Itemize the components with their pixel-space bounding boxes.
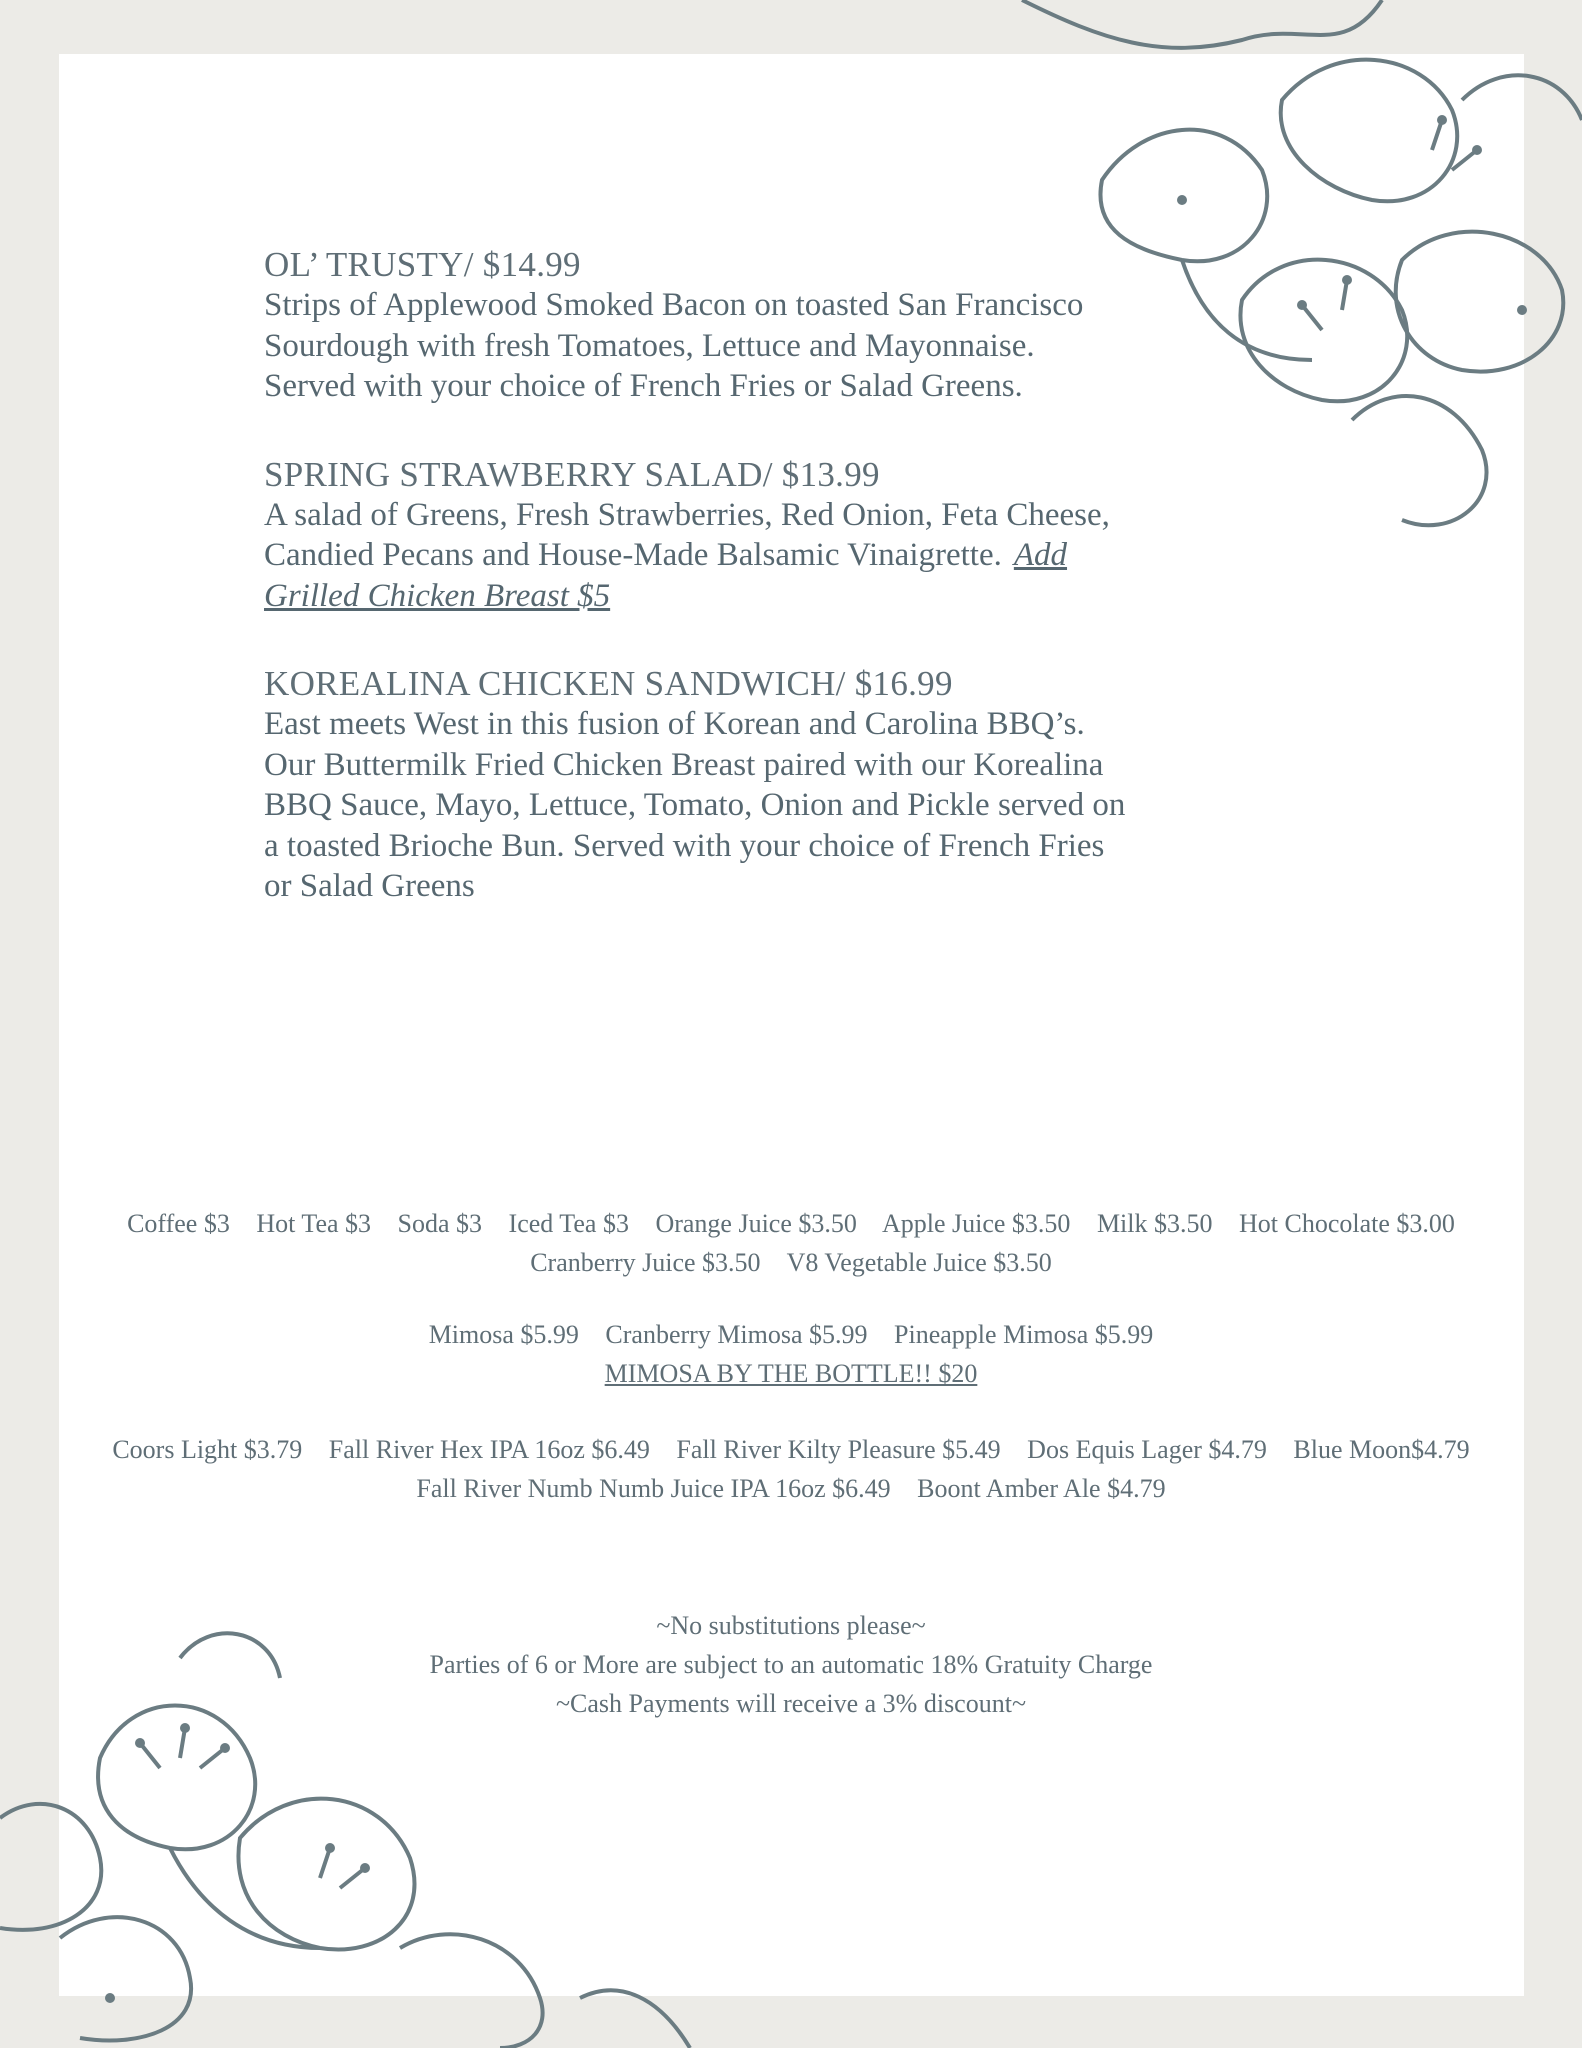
menu-items [264, 245, 1134, 955]
menu-item [264, 455, 1134, 617]
drink-item: Pineapple Mimosa $5.99 [894, 1320, 1154, 1349]
item-title: KOREALINA CHICKEN SANDWICH/ $16.99 [264, 664, 953, 703]
policy-notes [0, 1606, 1582, 1723]
drink-item: Blue Moon$4.79 [1293, 1435, 1470, 1464]
drink-item: Soda $3 [397, 1209, 483, 1238]
drink-item: Fall River Hex IPA 16oz $6.49 [328, 1435, 650, 1464]
drink-item: Mimosa $5.99 [428, 1320, 579, 1349]
drink-item: Coors Light $3.79 [112, 1435, 303, 1464]
item-title: OL’ TRUSTY/ $14.99 [264, 245, 581, 284]
menu-item [264, 245, 1134, 407]
drink-item: Coffee $3 [127, 1209, 230, 1238]
drink-item: Apple Juice $3.50 [881, 1209, 1071, 1238]
drink-item: Dos Equis Lager $4.79 [1027, 1435, 1267, 1464]
drinks-line [0, 1354, 1582, 1393]
drinks-line [0, 1430, 1582, 1469]
drink-item: Hot Tea $3 [256, 1209, 372, 1238]
nonalcoholic-drinks [0, 1204, 1582, 1282]
drink-item: Iced Tea $3 [508, 1209, 629, 1238]
beer-drinks [0, 1430, 1582, 1508]
note-line: Parties of 6 or More are subject to an automatic 18% Gratuity Charge [429, 1650, 1153, 1679]
item-description: East meets West in this fusion of Korean and Carolina BBQ’s. Our Buttermilk Fried Chicken Breast paired with our Korealina BBQ Sauce, Mayo, Lettuce, Tomato, Onion and Pickle served on a toasted Brioche Bun. Served with your choice of French Fries or Salad Greens [264, 706, 1126, 904]
item-description-text: A salad of Greens, Fresh Strawberries, Red Onion, Feta Cheese, Candied Pecans and House-Made Balsamic Vinaigrette. [264, 496, 1110, 573]
drink-item: Hot Chocolate $3.00 [1239, 1209, 1455, 1238]
note-line: ~Cash Payments will receive a 3% discount~ [555, 1689, 1027, 1718]
drink-item: Cranberry Juice $3.50 [530, 1248, 761, 1277]
drink-item: Milk $3.50 [1096, 1209, 1213, 1238]
drinks-line [0, 1315, 1582, 1354]
drinks-line [0, 1469, 1582, 1508]
item-addon: Add Grilled Chicken Breast $5 [264, 537, 1068, 614]
item-title: SPRING STRAWBERRY SALAD/ $13.99 [264, 454, 880, 494]
drink-item: Cranberry Mimosa $5.99 [605, 1320, 868, 1349]
item-description [264, 495, 1134, 617]
mimosa-drinks [0, 1315, 1582, 1393]
drink-item: Orange Juice $3.50 [655, 1209, 857, 1238]
item-description: Strips of Applewood Smoked Bacon on toasted San Francisco Sourdough with fresh Tomatoes, Lettuce and Mayonnaise. Served with your choice of French Fries or Salad Greens. [264, 287, 1084, 404]
drink-item: V8 Vegetable Juice $3.50 [786, 1248, 1052, 1277]
mimosa-bottle-offer: MIMOSA BY THE BOTTLE!! $20 [604, 1359, 978, 1388]
drink-item: Fall River Kilty Pleasure $5.49 [676, 1435, 1001, 1464]
drink-item: Boont Amber Ale $4.79 [917, 1474, 1166, 1503]
note-line: ~No substitutions please~ [656, 1611, 926, 1640]
menu-item [264, 664, 1134, 907]
drinks-line [0, 1204, 1582, 1243]
drinks-line [0, 1243, 1582, 1282]
drink-item: Fall River Numb Numb Juice IPA 16oz $6.49 [416, 1474, 891, 1503]
